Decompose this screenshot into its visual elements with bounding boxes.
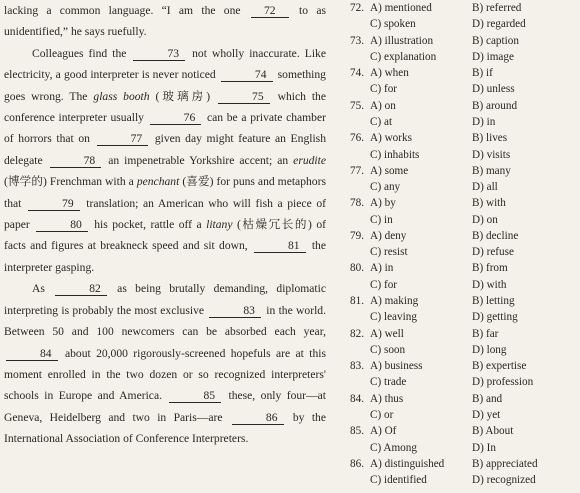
text: (博学的) Frenchman with a	[4, 175, 134, 189]
option-c[interactable]: C) identified	[370, 474, 427, 487]
option-c[interactable]: C) for	[370, 278, 398, 291]
text: his pocket, rattle off a	[94, 218, 202, 232]
text: an impenetrable Yorkshire accent; an	[108, 153, 289, 167]
option-d[interactable]: D) long	[472, 343, 507, 356]
question-number: 82.	[350, 327, 364, 340]
text: in the world. Between 50 and 100 newcomers can be absorbed each year,	[4, 303, 326, 339]
option-b[interactable]: B) About	[472, 425, 514, 438]
question-row	[332, 2, 580, 18]
option-a[interactable]: A) mentioned	[370, 2, 432, 14]
option-a[interactable]: A) illustration	[370, 34, 434, 47]
term-penchant: penchant	[136, 175, 180, 189]
question-row	[332, 230, 580, 246]
question-number: 84.	[350, 392, 364, 405]
option-d[interactable]: D) regarded	[472, 18, 526, 31]
question-number: 83.	[350, 360, 364, 373]
text: something goes wrong. The	[4, 68, 326, 103]
text: about 20,000 rigorously-screened hopefuls are at this moment enrolled in the two dozen or so recognized interpreters' schools in Europe and America.	[4, 346, 326, 403]
blank-79: 79	[28, 198, 80, 211]
question-number: 77.	[350, 164, 364, 177]
question-row	[332, 35, 580, 51]
text: which the conference interpreter usually	[4, 89, 326, 125]
option-c[interactable]: C) or	[370, 409, 394, 421]
blank-83: 83	[209, 305, 261, 318]
blank-85: 85	[169, 390, 221, 403]
question-row	[332, 295, 580, 311]
question-row-2	[332, 409, 580, 425]
option-c[interactable]: C) Among	[370, 441, 417, 454]
question-number: 76.	[350, 132, 364, 145]
question-row-2	[332, 51, 580, 67]
option-b[interactable]: B) and	[472, 392, 503, 405]
option-b[interactable]: B) many	[472, 164, 511, 177]
question-number: 73.	[350, 34, 364, 47]
question-row	[332, 425, 580, 441]
question-row-2	[332, 279, 580, 295]
option-a[interactable]: A) some	[370, 164, 409, 177]
question-row	[332, 360, 580, 376]
option-b[interactable]: B) with	[472, 197, 506, 210]
question-row-2	[332, 344, 580, 360]
option-a[interactable]: A) business	[370, 360, 423, 373]
question-number: 72.	[350, 2, 364, 14]
question-row-2	[332, 214, 580, 230]
option-c[interactable]: C) soon	[370, 343, 406, 356]
blank-74: 74	[221, 69, 273, 82]
option-a[interactable]: A) works	[370, 132, 412, 145]
gloss: (玻璃房)	[155, 89, 211, 103]
question-number: 74.	[350, 67, 364, 80]
option-a[interactable]: A) deny	[370, 229, 407, 242]
option-a[interactable]: A) making	[370, 295, 419, 308]
text: As	[32, 282, 45, 296]
question-row	[332, 165, 580, 181]
text: (喜爱) for puns and metaphors that	[4, 175, 326, 210]
question-row-2	[332, 116, 580, 132]
option-b[interactable]: B) from	[472, 262, 508, 275]
option-b[interactable]: B) letting	[472, 295, 515, 308]
question-row-2	[332, 376, 580, 392]
option-d[interactable]: D) unless	[472, 83, 515, 96]
question-row	[332, 100, 580, 116]
option-a[interactable]: A) in	[370, 262, 394, 275]
option-d[interactable]: D) in	[472, 115, 496, 128]
question-number: 85.	[350, 425, 364, 438]
option-a[interactable]: A) Of	[370, 425, 397, 438]
text: the interpreter gasping.	[4, 239, 326, 274]
blank-73: 73	[133, 48, 185, 61]
cloze-passage	[4, 0, 326, 450]
blank-78: 78	[50, 155, 102, 168]
text: can be a private chamber of horrors that on	[4, 111, 326, 146]
option-a[interactable]: A) well	[370, 327, 404, 340]
text: to as unidentified,” he says ruefully.	[4, 4, 326, 39]
question-number: 80.	[350, 262, 364, 275]
paragraph-2	[4, 43, 326, 278]
blank-80: 80	[36, 219, 88, 232]
option-c[interactable]: C) in	[370, 213, 393, 226]
question-row	[332, 67, 580, 83]
option-a[interactable]: A) distinguished	[370, 457, 445, 470]
question-row-2	[332, 246, 580, 262]
option-c[interactable]: C) resist	[370, 246, 408, 259]
blank-77: 77	[97, 133, 149, 146]
option-a[interactable]: A) when	[370, 67, 409, 80]
question-number: 86.	[350, 457, 364, 470]
option-b[interactable]: B) around	[472, 99, 518, 112]
option-c[interactable]: C) trade	[370, 376, 407, 389]
option-b[interactable]: B) decline	[472, 229, 519, 242]
question-row-2	[332, 149, 580, 165]
question-number: 81.	[350, 295, 364, 308]
question-row-2	[332, 181, 580, 197]
option-b[interactable]: B) lives	[472, 132, 508, 145]
question-row	[332, 393, 580, 409]
option-a[interactable]: A) by	[370, 197, 396, 210]
text: by the International Association of Conference Interpreters.	[4, 410, 327, 446]
question-row-2	[332, 83, 580, 99]
option-b[interactable]: B) caption	[472, 34, 519, 47]
option-b[interactable]: B) referred	[472, 2, 522, 14]
option-c[interactable]: C) for	[370, 83, 398, 96]
question-row-2	[332, 474, 580, 490]
option-a[interactable]: A) thus	[370, 392, 404, 405]
question-number: 78.	[350, 197, 364, 210]
text: as being brutally demanding, diplomatic interpreting is probably the most exclusive	[4, 282, 326, 317]
text: (枯燥冗长的) of facts and figures at breakneck speed and sit down,	[4, 218, 327, 253]
question-row-2	[332, 311, 580, 327]
option-c[interactable]: C) leaving	[370, 311, 417, 324]
blank-82: 82	[55, 283, 107, 296]
option-c[interactable]: C) spoken	[370, 18, 416, 31]
paragraph-1	[4, 0, 326, 43]
blank-84: 84	[6, 348, 58, 361]
option-a[interactable]: A) on	[370, 99, 396, 112]
option-c[interactable]: C) any	[370, 181, 401, 194]
option-c[interactable]: C) inhabits	[370, 148, 420, 161]
option-b[interactable]: B) appreciated	[472, 457, 538, 470]
blank-75: 75	[218, 91, 270, 104]
option-d[interactable]: D) on	[472, 213, 498, 226]
option-d[interactable]: D) In	[472, 441, 496, 454]
question-row	[332, 328, 580, 344]
question-row	[332, 458, 580, 474]
option-d[interactable]: D) image	[472, 50, 514, 63]
text: Colleagues find the	[32, 46, 127, 60]
text: these, only four—at Geneva, Heidelberg and two in Paris—are	[4, 389, 326, 424]
option-d[interactable]: D) recognized	[472, 474, 536, 487]
question-number: 75.	[350, 99, 364, 112]
question-row-2	[332, 18, 580, 34]
term-erudite: erudite	[293, 153, 327, 167]
text: given day might feature an English delegate	[4, 132, 326, 167]
option-c[interactable]: C) at	[370, 115, 393, 128]
blank-72: 72	[251, 5, 289, 18]
blank-81: 81	[254, 240, 306, 253]
option-d[interactable]: D) getting	[472, 311, 518, 324]
option-b[interactable]: B) expertise	[472, 360, 527, 373]
text: translation; an American who will fish a piece of paper	[4, 196, 326, 232]
question-row	[332, 132, 580, 148]
text: not wholly inaccurate. Like electricity, a good interpreter is never noticed	[4, 46, 326, 82]
option-d[interactable]: D) all	[472, 181, 498, 194]
question-row	[332, 197, 580, 213]
paragraph-3	[4, 278, 326, 449]
text: lacking a common language. “I am the one	[4, 4, 241, 17]
option-d[interactable]: D) refuse	[472, 246, 514, 259]
term-glass-booth: glass booth	[93, 89, 150, 103]
question-number: 79.	[350, 229, 364, 242]
option-d[interactable]: D) visits	[472, 148, 511, 161]
option-c[interactable]: C) explanation	[370, 50, 437, 63]
blank-76: 76	[150, 112, 202, 125]
option-d[interactable]: D) profession	[472, 376, 534, 389]
term-litany: litany	[206, 218, 233, 232]
option-b[interactable]: B) if	[472, 67, 493, 80]
blank-86: 86	[232, 412, 284, 425]
option-d[interactable]: D) yet	[472, 409, 501, 421]
option-d[interactable]: D) with	[472, 278, 507, 291]
option-b[interactable]: B) far	[472, 327, 499, 340]
question-row	[332, 262, 580, 278]
question-row-2	[332, 442, 580, 458]
